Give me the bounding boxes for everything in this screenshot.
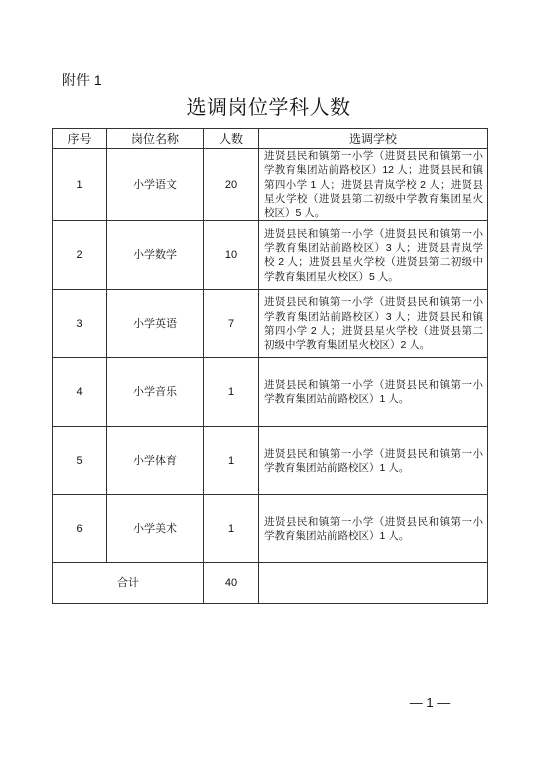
table-row <box>53 495 488 563</box>
school-line: 第四小学 1 人；进贤县青岚学校 2 人；进贤县 <box>264 178 483 191</box>
header-position: 岗位名称 <box>107 129 204 149</box>
table-row <box>53 221 488 290</box>
row-count: 1 <box>204 427 259 495</box>
school-line: 学教育集团站前路校区）1 人。 <box>264 393 410 406</box>
total-count: 40 <box>204 563 259 604</box>
school-line: 学教育集团站前路校区）1 人。 <box>264 461 410 474</box>
school-line: 进贤县民和镇第一小学（进贤县民和镇第一小 <box>264 515 483 528</box>
total-label: 合计 <box>53 563 204 604</box>
row-schools <box>259 149 488 221</box>
table-row <box>53 290 488 358</box>
row-index: 5 <box>53 427 107 495</box>
total-row <box>53 563 488 604</box>
school-line: 第四小学 2 人；进贤县星火学校（进贤县第二 <box>264 324 483 337</box>
school-line: 初级中学教育集团星火校区）2 人。 <box>264 339 431 352</box>
row-position: 小学体育 <box>107 427 204 495</box>
row-position: 小学音乐 <box>107 358 204 427</box>
school-line: 学教育集团站前路校区）3 人；进贤县青岚学 <box>264 242 483 255</box>
table-row <box>53 427 488 495</box>
school-line: 学教育集团星火校区）5 人。 <box>264 270 399 283</box>
row-schools <box>259 358 488 427</box>
header-count: 人数 <box>204 129 259 149</box>
row-index: 2 <box>53 221 107 290</box>
header-schools: 选调学校 <box>259 129 488 149</box>
row-count: 10 <box>204 221 259 290</box>
school-line: 学教育集团站前路校区）1 人。 <box>264 529 410 542</box>
school-line: 学教育集团站前路校区）3 人；进贤县民和镇 <box>264 310 483 323</box>
row-position: 小学美术 <box>107 495 204 563</box>
row-index: 3 <box>53 290 107 358</box>
school-line: 进贤县民和镇第一小学（进贤县民和镇第一小 <box>264 447 483 460</box>
row-count: 7 <box>204 290 259 358</box>
attachment-label: 附件 1 <box>62 72 102 88</box>
school-line: 星火学校（进贤县第二初级中学教育集团星火 <box>264 192 483 205</box>
school-line: 进贤县民和镇第一小学（进贤县民和镇第一小 <box>264 150 483 162</box>
header-index: 序号 <box>53 129 107 149</box>
row-position: 小学数学 <box>107 221 204 290</box>
school-line: 进贤县民和镇第一小学（进贤县民和镇第一小 <box>264 379 483 392</box>
row-index: 4 <box>53 358 107 427</box>
row-index: 1 <box>53 149 107 221</box>
row-index: 6 <box>53 495 107 563</box>
positions-table <box>52 128 488 604</box>
school-line: 进贤县民和镇第一小学（进贤县民和镇第一小 <box>264 227 483 240</box>
row-schools <box>259 427 488 495</box>
school-line: 校 2 人；进贤县星火学校（进贤县第二初级中 <box>264 256 483 269</box>
row-position: 小学语文 <box>107 149 204 221</box>
row-count: 1 <box>204 495 259 563</box>
table-row <box>53 149 488 221</box>
row-count: 20 <box>204 149 259 221</box>
row-count: 1 <box>204 358 259 427</box>
school-line: 学教育集团站前路校区）12 人；进贤县民和镇 <box>264 164 483 177</box>
page-number: — 1 — <box>409 695 451 710</box>
school-line: 校区）5 人。 <box>264 207 326 220</box>
school-line: 进贤县民和镇第一小学（进贤县民和镇第一小 <box>264 296 483 309</box>
table-header-row <box>53 129 488 149</box>
total-schools-empty <box>259 563 488 604</box>
table-row <box>53 358 488 427</box>
row-schools <box>259 221 488 290</box>
page-title: 选调岗位学科人数 <box>186 97 351 119</box>
row-schools <box>259 495 488 563</box>
row-position: 小学英语 <box>107 290 204 358</box>
row-schools <box>259 290 488 358</box>
